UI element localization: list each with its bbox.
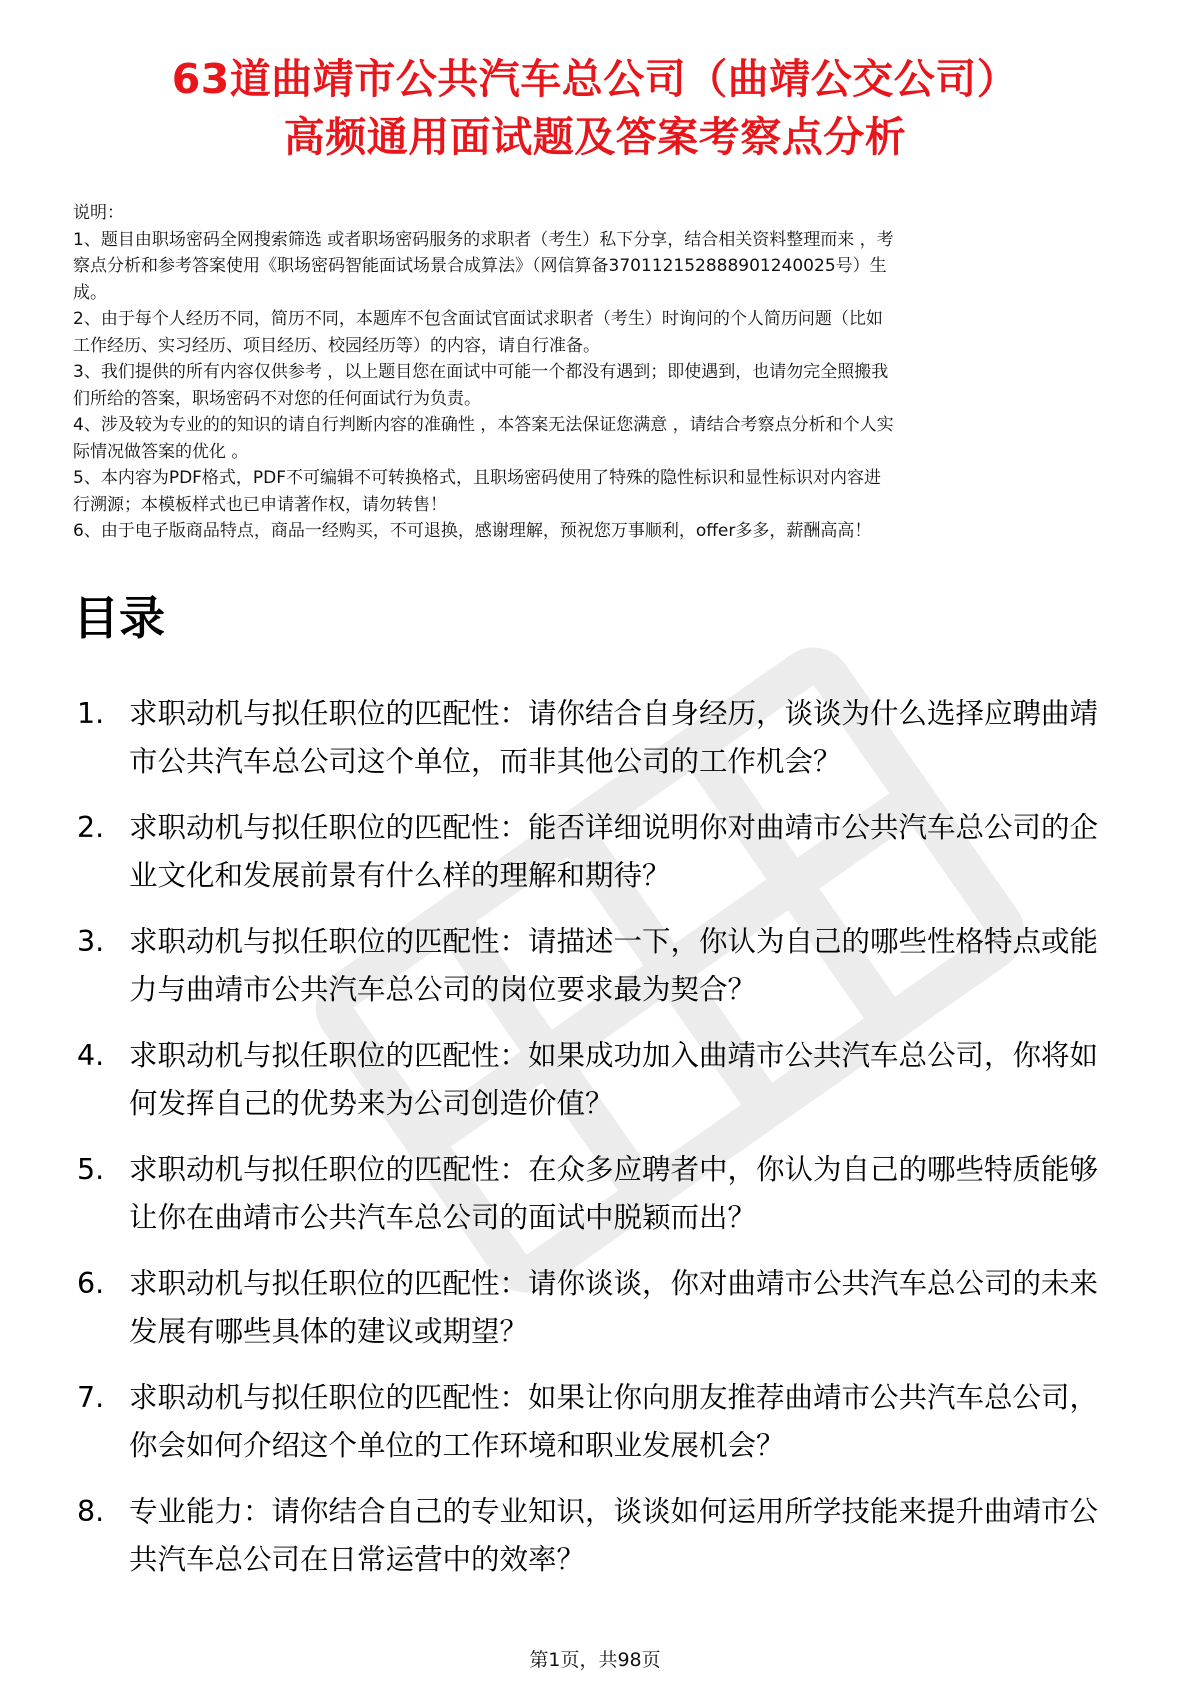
toc-item[interactable] bbox=[73, 1146, 1118, 1242]
toc-item[interactable] bbox=[73, 1032, 1118, 1128]
toc-list bbox=[73, 690, 1118, 1602]
toc-item-text: 求职动机与拟任职位的匹配性：如果成功加入曲靖市公共汽车总公司，你将如何发挥自己的优势来为公司创造价值？ bbox=[129, 1039, 1099, 1120]
toc-item-number: 7. bbox=[77, 1381, 105, 1414]
document-title bbox=[40, 50, 1150, 166]
toc-item[interactable] bbox=[73, 1374, 1118, 1470]
toc-item-number: 4. bbox=[77, 1039, 105, 1072]
note-line: 3、我们提供的所有内容仅供参考 ，以上题目您在面试中可能一个都没有遇到；即使遇到，也请勿完全照搬我 bbox=[73, 362, 889, 382]
title-line-2: 高频通用面试题及答案考察点分析 bbox=[283, 113, 907, 161]
note-line: 4、涉及较为专业的的知识的请自行判断内容的准确性 ，本答案无法保证您满意 ，请结合考察点分析和个人实 bbox=[73, 415, 894, 435]
toc-item-number: 1. bbox=[77, 697, 105, 730]
notes-section bbox=[73, 200, 1123, 545]
note-line: 们所给的答案，职场密码不对您的任何面试行为负责。 bbox=[73, 388, 481, 409]
toc-item-number: 8. bbox=[77, 1495, 105, 1528]
toc-item[interactable] bbox=[73, 918, 1118, 1014]
toc-item-number: 3. bbox=[77, 925, 105, 958]
note-line: 行溯源；本模板样式也已申请著作权，请勿转售！ bbox=[73, 494, 447, 515]
toc-item-number: 6. bbox=[77, 1267, 105, 1300]
note-line: 5、本内容为PDF格式，PDF不可编辑不可转换格式，且职场密码使用了特殊的隐性标识和显性标识对内容进 bbox=[73, 468, 882, 488]
note-line: 2、由于每个人经历不同，简历不同，本题库不包含面试官面试求职者（考生）时询问的个人简历问题（比如 bbox=[73, 309, 883, 329]
note-line: 际情况做答案的优化 。 bbox=[73, 441, 249, 462]
toc-item-text: 求职动机与拟任职位的匹配性：能否详细说明你对曲靖市公共汽车总公司的企业文化和发展前景有什么样的理解和期待？ bbox=[129, 811, 1099, 892]
title-line-1: 63道曲靖市公共汽车总公司（曲靖公交公司） bbox=[171, 55, 1019, 103]
toc-item-text: 求职动机与拟任职位的匹配性：请描述一下，你认为自己的哪些性格特点或能力与曲靖市公共汽车总公司的岗位要求最为契合？ bbox=[129, 925, 1099, 1006]
note-line: 工作经历、实习经历、项目经历、校园经历等）的内容，请自行准备。 bbox=[73, 335, 600, 356]
toc-item[interactable] bbox=[73, 1488, 1118, 1584]
toc-item-text: 求职动机与拟任职位的匹配性：请你结合自身经历，谈谈为什么选择应聘曲靖市公共汽车总公司这个单位，而非其他公司的工作机会？ bbox=[129, 697, 1099, 778]
note-line: 成。 bbox=[73, 282, 107, 303]
toc-item-text: 求职动机与拟任职位的匹配性：在众多应聘者中，你认为自己的哪些特质能够让你在曲靖市公共汽车总公司的面试中脱颖而出？ bbox=[129, 1153, 1099, 1234]
toc-item[interactable] bbox=[73, 1260, 1118, 1356]
toc-item-number: 5. bbox=[77, 1153, 105, 1186]
note-line: 察点分析和参考答案使用《职场密码智能面试场景合成算法》（网信算备370112152888901240025号）生 bbox=[73, 256, 887, 276]
toc-item-text: 求职动机与拟任职位的匹配性：如果让你向朋友推荐曲靖市公共汽车总公司，你会如何介绍这个单位的工作环境和职业发展机会？ bbox=[129, 1381, 1099, 1462]
toc-item-text: 专业能力：请你结合自己的专业知识，谈谈如何运用所学技能来提升曲靖市公共汽车总公司在日常运营中的效率？ bbox=[129, 1495, 1099, 1576]
note-line: 6、由于电子版商品特点，商品一经购买，不可退换，感谢理解，预祝您万事顺利，offer多多，薪酬高高！ bbox=[73, 521, 872, 541]
toc-item-text: 求职动机与拟任职位的匹配性：请你谈谈，你对曲靖市公共汽车总公司的未来发展有哪些具体的建议或期望？ bbox=[129, 1267, 1099, 1348]
toc-item[interactable] bbox=[73, 690, 1118, 786]
note-line: 1、题目由职场密码全网搜索筛选 或者职场密码服务的求职者（考生）私下分享，结合相关资料整理而来 ，考 bbox=[73, 229, 894, 250]
toc-item-number: 2. bbox=[77, 811, 105, 844]
page-footer: 第1页，共98页 bbox=[529, 1649, 661, 1671]
toc-heading: 目录 bbox=[73, 591, 165, 645]
toc-item[interactable] bbox=[73, 804, 1118, 900]
notes-heading: 说明： bbox=[73, 203, 124, 223]
